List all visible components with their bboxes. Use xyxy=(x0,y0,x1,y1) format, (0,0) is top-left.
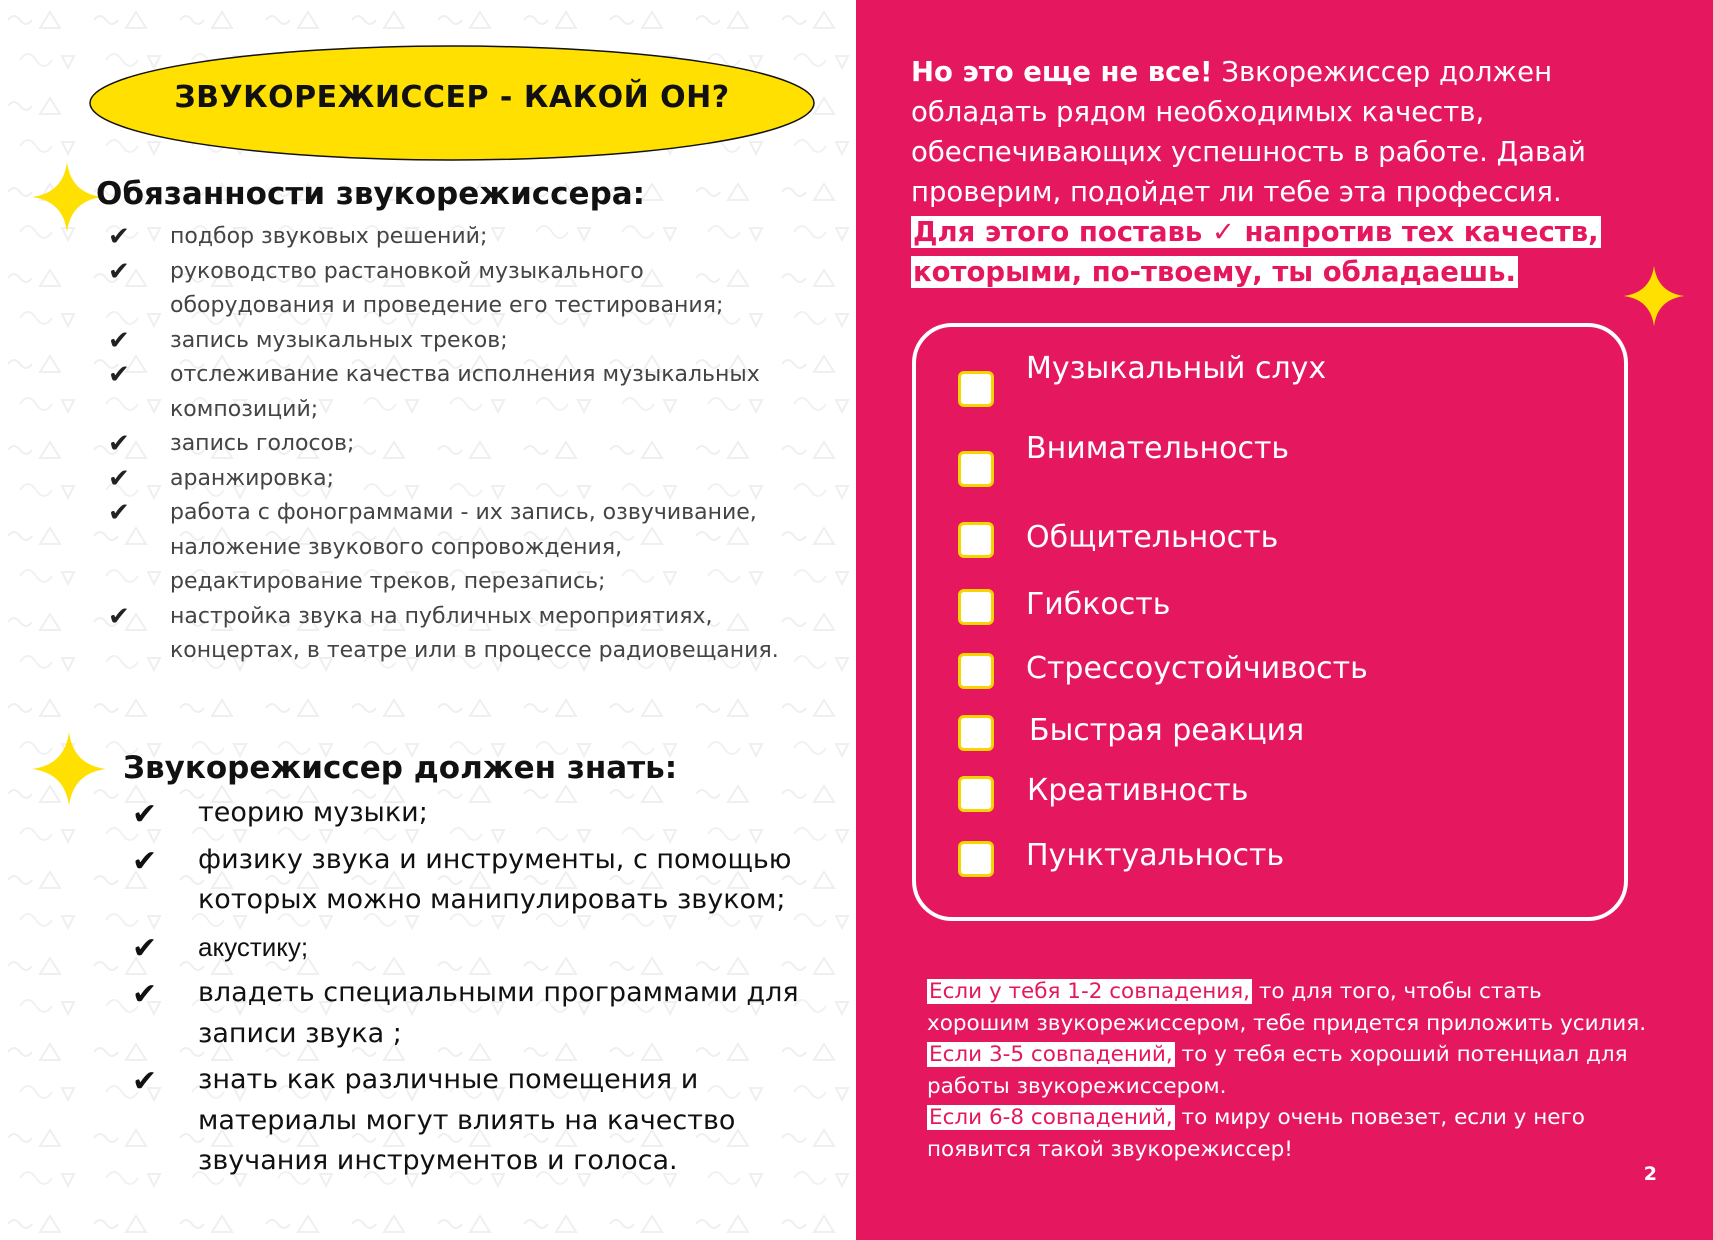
result-3-text: то миру очень повезет, если у него появится такой звукорежиссер! xyxy=(927,1105,1585,1162)
qualities-checklist xyxy=(912,323,1628,921)
duty-text: запись музыкальных треков; xyxy=(170,327,508,353)
duty-item xyxy=(108,427,808,462)
knowledge-text: акустику; xyxy=(198,931,309,962)
intro-bold: Но это еще не все! xyxy=(911,56,1213,88)
check-icon: ✔ xyxy=(108,463,130,494)
page-number: 2 xyxy=(1643,1163,1657,1185)
check-icon: ✔ xyxy=(132,797,158,832)
result-1-text: то для того, чтобы стать хорошим звукорежиссером, тебе придется приложить усилия. xyxy=(927,979,1647,1036)
check-icon: ✔ xyxy=(108,601,130,632)
sparkle-icon xyxy=(30,730,108,808)
check-icon: ✔ xyxy=(132,843,158,879)
quality-label: Пунктуальность xyxy=(1026,838,1285,873)
check-icon: ✔ xyxy=(108,222,130,252)
check-icon: ✔ xyxy=(132,977,158,1012)
left-panel xyxy=(0,0,856,1240)
quality-label: Общительность xyxy=(1026,520,1279,555)
quality-checkbox[interactable] xyxy=(958,653,994,689)
quality-label: Стрессоустойчивость xyxy=(1026,651,1368,686)
quality-label: Гибкость xyxy=(1026,587,1171,622)
intro-text xyxy=(911,52,1651,292)
sparkle-icon xyxy=(30,160,104,234)
duty-item xyxy=(108,358,808,427)
check-icon: ✔ xyxy=(132,1064,158,1099)
quality-checkbox[interactable] xyxy=(958,841,994,877)
duty-item xyxy=(108,255,808,324)
quality-checkbox[interactable] xyxy=(958,589,994,625)
knowledge-text: владеть специальными программами для записи звука ; xyxy=(198,977,799,1049)
duty-item xyxy=(108,600,808,669)
result-3-mark: Если 6-8 совпадений, xyxy=(929,1105,1173,1130)
check-icon: ✔ xyxy=(108,256,130,287)
quality-checkbox[interactable] xyxy=(958,776,994,812)
duty-item xyxy=(108,220,808,255)
knowledge-item xyxy=(132,1060,852,1182)
quality-checkbox[interactable] xyxy=(958,371,994,407)
duties-heading: Обязанности звукорежиссера: xyxy=(96,176,646,212)
intro-highlight-1: Для этого поставь ✓ напротив тех качеств, xyxy=(913,216,1599,248)
knowledge-text: знать как различные помещения и материалы могут влиять на качество звучания инструментов и голоса. xyxy=(198,1064,736,1176)
duty-text: работа с фонограммами - их запись, озвучивание, наложение звукового сопровождения, редактирование треков, перезапись; xyxy=(170,500,757,594)
knowledge-list xyxy=(132,793,852,1188)
duty-text: руководство растановкой музыкального оборудования и проведение его тестирования; xyxy=(170,258,724,318)
knowledge-item xyxy=(132,973,852,1054)
intro-highlight-2: которыми, по-твоему, ты обладаешь. xyxy=(913,256,1516,288)
sparkle-icon xyxy=(1622,264,1686,328)
quality-label: Креативность xyxy=(1027,773,1249,808)
check-icon: ✔ xyxy=(108,429,130,459)
duty-text: запись голосов; xyxy=(170,431,355,456)
right-panel xyxy=(856,0,1713,1240)
duty-text: отслеживание качества исполнения музыкальных композиций; xyxy=(170,362,760,422)
page-title: ЗВУКОРЕЖИССЕР - КАКОЙ ОН? xyxy=(174,80,730,115)
duty-item xyxy=(108,496,808,600)
knowledge-text: теорию музыки; xyxy=(198,797,428,828)
knowledge-text: физику звука и инструменты, с помощью которых можно манипулировать звуком; xyxy=(198,843,792,915)
quality-checkbox[interactable] xyxy=(958,451,994,487)
check-icon: ✔ xyxy=(108,498,130,528)
duty-text: настройка звука на публичных мероприятиях, концертах, в театре или в процессе радиовещания. xyxy=(170,603,779,663)
knowledge-item xyxy=(132,793,852,834)
duty-item xyxy=(108,462,808,497)
results-text xyxy=(927,976,1647,1165)
quality-label: Музыкальный слух xyxy=(1026,351,1327,386)
duty-item xyxy=(108,324,808,359)
check-icon: ✔ xyxy=(132,931,158,965)
duties-list xyxy=(108,220,808,669)
knowledge-item xyxy=(132,840,852,921)
result-2-text: то у тебя есть хороший потенциал для работы звукорежиссером. xyxy=(927,1042,1628,1099)
check-icon: ✔ xyxy=(108,325,130,356)
result-1-mark: Если у тебя 1-2 совпадения, xyxy=(929,979,1251,1004)
intro-body: Звкорежиссер должен обладать рядом необходимых качеств, обеспечивающих успешность в работе. Давай проверим, подойдет ли тебе эта профессия. xyxy=(911,56,1586,208)
quality-checkbox[interactable] xyxy=(958,522,994,558)
quality-checkbox[interactable] xyxy=(958,715,994,751)
check-icon: ✔ xyxy=(108,360,130,390)
duty-text: подбор звуковых решений; xyxy=(170,224,488,249)
knowledge-item xyxy=(132,927,852,968)
duty-text: аранжировка; xyxy=(170,465,335,491)
knowledge-heading: Звукорежиссер должен знать: xyxy=(123,750,678,786)
quality-label: Быстрая реакция xyxy=(1029,713,1305,748)
result-2-mark: Если 3-5 совпадений, xyxy=(929,1042,1173,1067)
quality-label: Внимательность xyxy=(1026,431,1290,466)
